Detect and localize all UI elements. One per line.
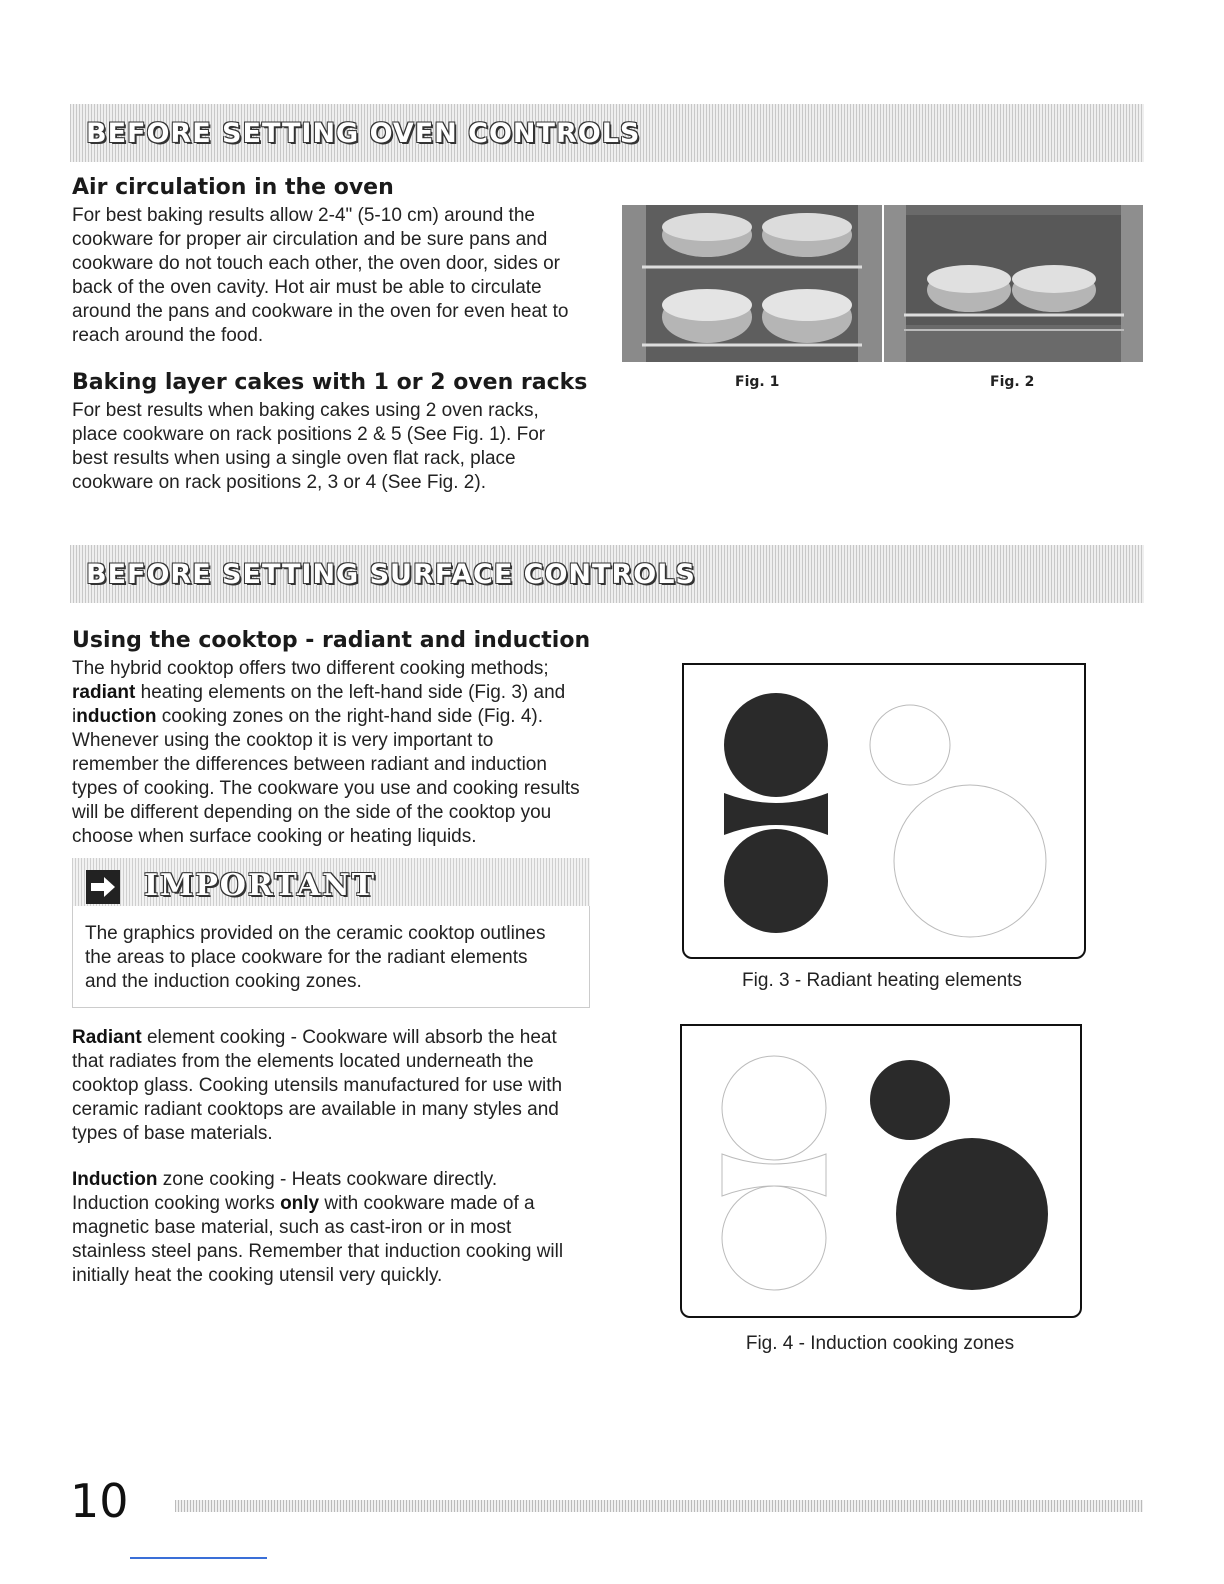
text-line (72, 1026, 632, 1050)
text-line: types of base materials. (72, 1123, 273, 1144)
oven-section-band (70, 104, 1144, 162)
oven-photo-fig1 (622, 205, 882, 362)
text-line: The graphics provided on the ceramic cooktop outlines (85, 923, 546, 944)
oven-photo-fig2 (884, 205, 1143, 362)
text-span: zone cooking - Heats cookware directly. (157, 1169, 498, 1190)
text-line: and the induction cooking zones. (85, 971, 362, 992)
surface-section-title: BEFORE SETTING SURFACE CONTROLS (86, 559, 696, 590)
layer-cakes-text (72, 399, 602, 495)
text-line: that radiates from the elements located underneath the (72, 1051, 534, 1072)
important-notice (72, 858, 590, 1008)
bold-term: nduction (76, 706, 157, 727)
text-line: the areas to place cookware for the radiant elements (85, 947, 528, 968)
text-line: place cookware on rack positions 2 & 5 (See Fig. 1). For (72, 424, 546, 445)
bold-term: only (280, 1193, 320, 1214)
bold-term: Induction (72, 1169, 158, 1190)
text-line: magnetic base material, such as cast-iron or in most (72, 1217, 512, 1238)
text-line: remember the differences between radiant and induction (72, 754, 547, 775)
layer-cakes-heading: Baking layer cakes with 1 or 2 oven racks (72, 370, 588, 395)
induction-text (72, 1168, 632, 1288)
text-line: For best baking results allow 2-4" (5-10 cm) around the (72, 205, 535, 226)
text-span: element cooking - Cookware will absorb the heat (141, 1027, 557, 1048)
text-line: around the pans and cookware in the oven for even heat to (72, 301, 569, 322)
page-number: 10 (70, 1474, 129, 1528)
induction-zones-illustration (682, 1026, 1080, 1316)
fig4-caption: Fig. 4 - Induction cooking zones (745, 1333, 1015, 1354)
radiant-text (72, 1026, 632, 1146)
text-line: best results when using a single oven flat rack, place (72, 448, 516, 469)
footer-band (175, 1500, 1143, 1512)
text-line: stainless steel pans. Remember that induction cooking will (72, 1241, 564, 1262)
surface-section-band (70, 545, 1144, 603)
text-line: ceramic radiant cooktops are available in many styles and (72, 1099, 559, 1120)
air-circulation-heading: Air circulation in the oven (72, 175, 394, 200)
important-text (85, 922, 585, 994)
text-line: Whenever using the cooktop it is very important to (72, 730, 494, 751)
text-line (72, 1168, 632, 1192)
important-title: IMPORTANT (144, 868, 377, 903)
text-line: will be different depending on the side of the cooktop you (72, 802, 552, 823)
text-line: reach around the food. (72, 325, 264, 346)
text-line: cookware for proper air circulation and be sure pans and (72, 229, 548, 250)
bold-term: radiant (72, 682, 136, 703)
text-line: cooktop glass. Cooking utensils manufactured for use with (72, 1075, 563, 1096)
oven-single-rack-illustration (884, 205, 1143, 362)
text-line: back of the oven cavity. Hot air must be able to circulate (72, 277, 542, 298)
text-line: choose when surface cooking or heating liquids. (72, 826, 477, 847)
oven-two-racks-illustration (622, 205, 882, 362)
fig1-caption: Fig. 1 (735, 374, 780, 390)
text-span: cooking zones on the right-hand side (Fig. 4). (156, 706, 543, 727)
text-line: initially heat the cooking utensil very quickly. (72, 1265, 443, 1286)
text-line (72, 705, 632, 729)
text-line: types of cooking. The cookware you use and cooking results (72, 778, 580, 799)
text-line: cookware do not touch each other, the oven door, sides or (72, 253, 560, 274)
text-line: cookware on rack positions 2, 3 or 4 (See Fig. 2). (72, 472, 486, 493)
oven-section-title: BEFORE SETTING OVEN CONTROLS (86, 118, 641, 149)
text-line (72, 1192, 632, 1216)
text-span: heating elements on the left-hand side (Fig. 3) and (135, 682, 566, 703)
cooktop-heading: Using the cooktop - radiant and induction (72, 628, 591, 653)
radiant-cooktop-diagram (682, 663, 1086, 959)
text-line: For best results when baking cakes using 2 oven racks, (72, 400, 539, 421)
text-span: i (72, 706, 77, 727)
text-span: Induction cooking works (72, 1193, 281, 1214)
text-line: The hybrid cooktop offers two different cooking methods; (72, 658, 549, 679)
cooktop-text (72, 657, 632, 849)
text-line (72, 681, 632, 705)
text-span: with cookware made of a (319, 1193, 535, 1214)
important-body (72, 906, 590, 1008)
radiant-elements-illustration (684, 665, 1084, 957)
footer-rule (130, 1557, 267, 1559)
induction-cooktop-diagram (680, 1024, 1082, 1318)
air-circulation-text (72, 204, 602, 348)
fig3-caption: Fig. 3 - Radiant heating elements (742, 970, 1022, 991)
arrow-right-icon (86, 870, 120, 904)
fig2-caption: Fig. 2 (990, 374, 1035, 390)
bold-term: Radiant (72, 1027, 142, 1048)
